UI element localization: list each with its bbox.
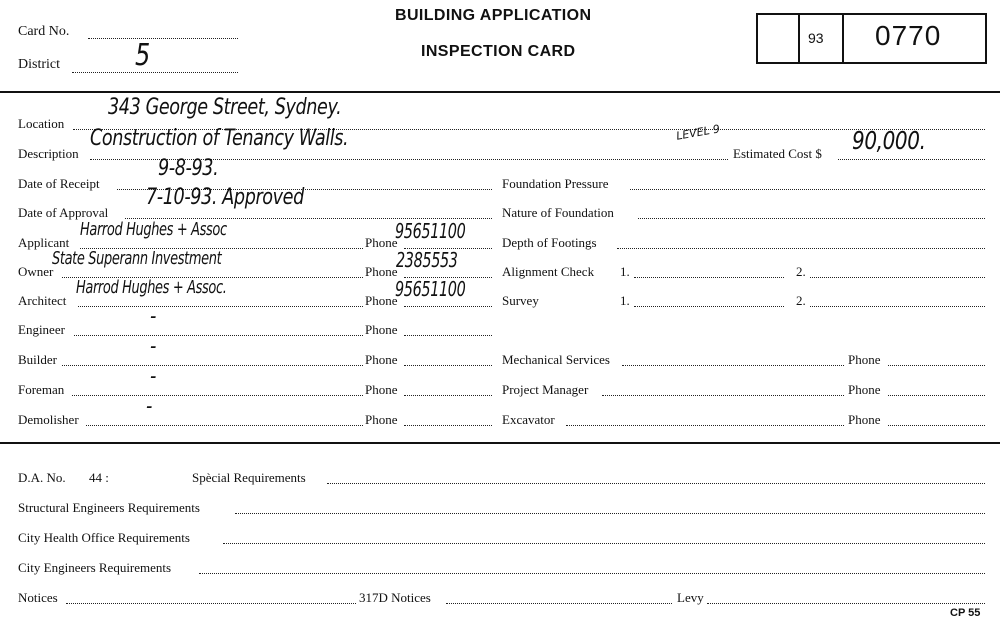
handwritten-description: Construction of Tenancy Walls. — [90, 126, 349, 151]
architect-phone-line — [404, 306, 492, 307]
district-value: 5 — [135, 38, 150, 73]
project-manager-phone-label: Phone — [848, 382, 881, 397]
form-code: CP 55 — [950, 607, 981, 619]
depth-of-footings-label: Depth of Footings — [502, 235, 597, 250]
mechanical-phone-line — [888, 365, 985, 366]
city-engineers-label: City Engineers Requirements — [18, 560, 172, 575]
special-requirements-line — [327, 483, 985, 484]
depth-of-footings-line — [617, 248, 985, 249]
handwritten-date-of-approval: 7-10-93. Approved — [146, 185, 304, 210]
builder-phone-line — [404, 365, 492, 366]
mechanical-services-label: Mechanical Services — [502, 352, 610, 367]
nature-of-foundation-line — [638, 218, 985, 219]
description-label: Description — [18, 146, 79, 161]
middle-divider — [0, 442, 1000, 444]
handwritten-owner-phone: 2385553 — [396, 248, 458, 272]
handwritten-estimated-cost: 90,000. — [852, 126, 926, 155]
nature-of-foundation-label: Nature of Foundation — [502, 205, 614, 220]
mechanical-services-line — [622, 365, 844, 366]
owner-label: Owner — [18, 264, 54, 279]
engineer-label: Engineer — [18, 322, 65, 337]
notices-317d-line — [446, 603, 672, 604]
engineer-line — [74, 335, 363, 336]
excavator-label: Excavator — [502, 412, 555, 427]
foundation-pressure-line — [630, 189, 985, 190]
project-manager-phone-line — [888, 395, 985, 396]
architect-line — [78, 306, 363, 307]
foundation-pressure-label: Foundation Pressure — [502, 176, 609, 191]
handwritten-builder-dash: - — [150, 334, 156, 359]
city-engineers-line — [199, 573, 985, 574]
foreman-phone-label: Phone — [365, 382, 398, 397]
foreman-phone-line — [404, 395, 492, 396]
da-no-value: 44 : — [89, 470, 109, 485]
demolisher-label: Demolisher — [18, 412, 79, 427]
alignment-check-line2 — [810, 277, 985, 278]
handwritten-foreman-dash: - — [150, 364, 156, 389]
estimated-cost-line — [838, 159, 985, 160]
card-no-label: Card No. — [18, 24, 70, 39]
demolisher-phone-line — [404, 425, 492, 426]
engineer-phone-label: Phone — [365, 322, 398, 337]
notices-label: Notices — [18, 590, 58, 605]
notices-317d-label: 317D Notices — [359, 590, 431, 605]
handwritten-engineer-dash: - — [150, 304, 156, 329]
project-manager-label: Project Manager — [502, 382, 589, 397]
city-health-label: City Health Office Requirements — [18, 530, 190, 545]
city-health-line — [223, 543, 985, 544]
form-title-line2: INSPECTION CARD — [421, 43, 576, 60]
structural-engineers-label: Structural Engineers Requirements — [18, 500, 200, 515]
builder-label: Builder — [18, 352, 57, 367]
survey-line1 — [634, 306, 784, 307]
da-no-label: D.A. No. — [18, 470, 66, 485]
handwritten-level-note: LEVEL 9 — [675, 122, 721, 143]
alignment-check-line1 — [634, 277, 784, 278]
architect-phone-label: Phone — [365, 293, 398, 308]
location-label: Location — [18, 116, 65, 131]
builder-line — [62, 365, 363, 366]
levy-line — [707, 603, 985, 604]
form-title-line1: BUILDING APPLICATION — [395, 7, 592, 24]
handwritten-architect-phone: 95651100 — [395, 277, 466, 301]
card-number: 0770 — [875, 20, 942, 51]
handwritten-location: 343 George Street, Sydney. — [108, 95, 342, 120]
alignment-check-num2: 2. — [796, 264, 806, 279]
notices-line — [66, 603, 356, 604]
handwritten-date-of-receipt: 9-8-93. — [158, 156, 219, 181]
card-no-line — [88, 38, 238, 39]
mechanical-phone-label: Phone — [848, 352, 881, 367]
survey-num1: 1. — [620, 293, 630, 308]
handwritten-applicant: Harrod Hughes + Assoc — [80, 219, 227, 240]
card-year: 93 — [808, 30, 824, 46]
excavator-phone-line — [888, 425, 985, 426]
survey-num2: 2. — [796, 293, 806, 308]
date-of-receipt-label: Date of Receipt — [18, 176, 100, 191]
project-manager-line — [602, 395, 844, 396]
owner-phone-label: Phone — [365, 264, 398, 279]
applicant-phone-label: Phone — [365, 235, 398, 250]
alignment-check-label: Alignment Check — [502, 264, 595, 279]
handwritten-demolisher-dash: - — [146, 394, 152, 419]
excavator-phone-label: Phone — [848, 412, 881, 427]
demolisher-phone-label: Phone — [365, 412, 398, 427]
date-of-approval-label: Date of Approval — [18, 205, 109, 220]
card-number-box — [756, 13, 987, 64]
handwritten-owner: State Superann Investment — [52, 248, 222, 269]
excavator-line — [566, 425, 844, 426]
header-divider — [0, 91, 1000, 93]
handwritten-architect: Harrod Hughes + Assoc. — [76, 277, 227, 298]
demolisher-line — [86, 425, 363, 426]
special-requirements-label: Spècial Requirements — [192, 470, 306, 485]
alignment-check-num1: 1. — [620, 264, 630, 279]
foreman-line — [72, 395, 363, 396]
foreman-label: Foreman — [18, 382, 65, 397]
applicant-label: Applicant — [18, 235, 70, 250]
levy-label: Levy — [677, 590, 704, 605]
survey-label: Survey — [502, 293, 539, 308]
district-line — [72, 72, 238, 73]
builder-phone-label: Phone — [365, 352, 398, 367]
architect-label: Architect — [18, 293, 67, 308]
estimated-cost-label: Estimated Cost $ — [733, 146, 822, 161]
engineer-phone-line — [404, 335, 492, 336]
handwritten-applicant-phone: 95651100 — [395, 219, 466, 243]
district-label: District — [18, 57, 60, 72]
structural-engineers-line — [235, 513, 985, 514]
survey-line2 — [810, 306, 985, 307]
